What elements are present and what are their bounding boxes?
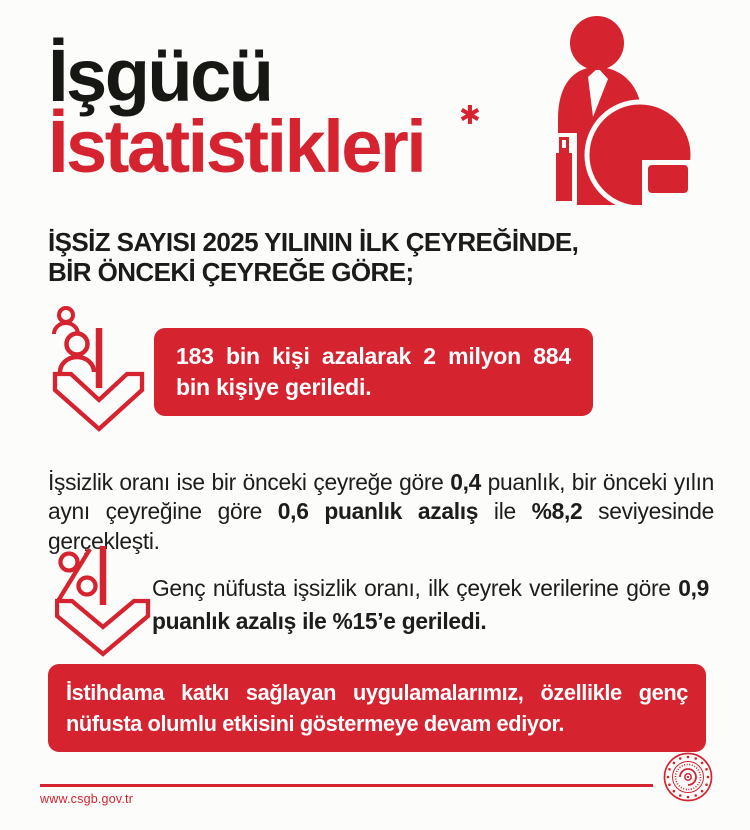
rate-value-year: 0,6 puanlık azalış (277, 498, 479, 525)
worker-head (570, 16, 624, 70)
title-line-2: İstatistikleri (48, 105, 425, 188)
title-line-1: İşgücü (48, 34, 272, 117)
rate-level: %8,2 (531, 498, 583, 525)
lead-heading (48, 227, 578, 287)
worker-pie-chart-icon (551, 7, 701, 205)
rate-segment: seviyesinde gerçekleşti. (48, 498, 714, 554)
rate-segment: İşsizlik oranı ise bir önceki çeyreğe göre (48, 468, 451, 495)
footer-divider (40, 784, 653, 787)
lead-heading-line-1: İŞSİZ SAYISI 2025 YILININ İLK ÇEYREĞİNDE, (48, 227, 579, 257)
youth-segment: Genç nüfusta işsizlik oranı, ilk çeyrek verilerine göre (152, 574, 679, 601)
pie-slice (648, 165, 688, 193)
unemployed-count-box (154, 328, 593, 416)
page-title (48, 34, 425, 188)
ministry-seal-logo (662, 751, 714, 803)
youth-value: 0,9 puanlık azalış ile %15’e geriledi. (152, 574, 709, 634)
people-decrease-arrow-icon (45, 302, 157, 438)
footnote-asterisk-icon: ✱ (459, 100, 481, 130)
unemployed-count-text: 183 bin kişi azalarak 2 milyon 884 bin kişiye geriledi. (176, 343, 571, 400)
lead-heading-line-2: BİR ÖNCEKİ ÇEYREĞE GÖRE; (48, 257, 414, 287)
rate-segment: ile (478, 498, 532, 525)
rate-value-quarter: 0,4 (450, 468, 481, 495)
youth-rate-paragraph (152, 572, 709, 638)
percent-decrease-arrow-icon (55, 543, 155, 657)
highlight-box (48, 664, 706, 752)
briefcase (556, 153, 572, 201)
highlight-text: İstihdama katkı sağlayan uygulamalarımız, özellikle genç nüfusta olumlu etkisini göstermeye devam ediyor. (66, 680, 688, 736)
website-link[interactable]: www.csgb.gov.tr (40, 792, 134, 806)
rate-segment: puanlık, bir önceki yılın aynı çeyreğine göre (48, 468, 715, 525)
